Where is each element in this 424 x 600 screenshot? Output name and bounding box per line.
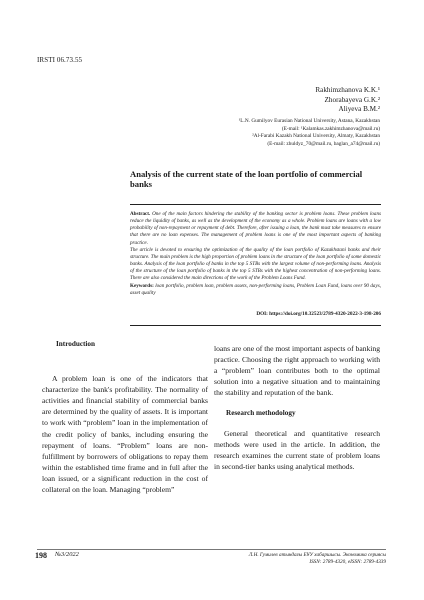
keywords-text: loan portfolio, problem loan, problem assets, non-performing loans, Problem Loan Fund, loans over 90 days, asset quality (130, 282, 381, 296)
page-number: 198 (35, 551, 47, 560)
abstract-top-rule (130, 204, 381, 205)
paper-title: Analysis of the current state of the loan portfolio of commercial banks (130, 169, 363, 189)
affiliation-line: (E-mail: zhuldyz_70@mail.ru, baglan_a74@mail.ru) (267, 140, 380, 147)
keywords-label: Keywords: (130, 282, 154, 289)
footer-rule (37, 549, 386, 550)
issue-number: №3/2022 (55, 551, 79, 558)
abstract-text: The article is devoted to ensuring the optimization of the quality of the loan portfolio of Kazakhstani banks and their structure. The main problem is the high proportion of problem loans in the structure of the loan portfolio of some domestic banks. Analysis of the loan portfolio of banks in the top 5 STBs with the largest volume of non-performing loans. Analysis of the structure of the loan portfolio of banks in the top 5 STBs with the highest concentration of non-performing loans. There are also considered the main directions of the work of the Problem Loans Fund. (130, 246, 381, 282)
author-name: Aliyeva B.M.² (338, 105, 380, 114)
journal-name: Л.Н. Гумилев атындағы ЕҰУ хабаршысы. Экономика сериясы (248, 552, 386, 558)
abstract-label: Abstract. (130, 211, 151, 217)
journal-info (249, 552, 386, 566)
body-paragraph: loans are one of the most important aspects of banking practice. Choosing the right approach to working with a “problem” loan contributes both to the optimal solution into a negative situation and to maintaining the stability and reputation of the bank. (214, 344, 380, 398)
author-name: Zhorabayeva G.K.² (324, 95, 380, 104)
abstract-block (130, 211, 381, 297)
keywords-paragraph (130, 283, 381, 297)
body-paragraph: A problem loan is one of the indicators that characterize the bank's profitability. The normality of activities and financial stability of commercial banks are determined by the quality of assets. It is important to work with “problem” loan in the implementation of the credit policy of banks, including ensuring the repayment of loans. “Problem” loans are non-fulfillment by borrowers of obligations to repay them within the established time frame and in full after the loan issued, or a significant reduction in the cost of collateral on the loan. Managing “problem” (42, 374, 208, 495)
abstract-paragraph (130, 211, 381, 247)
abstract-text: One of the main factors hindering the stability of the banking sector is problem loans. These problem loans reduce the liquidity of banks, as well as the development of the economy as a whole. Problem loans are loans with a low probability of non-repayment or repayment of debt. Therefore, after issuing a loan, the bank must take measures to ensure that there are no loan expenses. The management of problem loans is one of the most important aspects of banking practice. (130, 211, 381, 246)
author-name: Rakhimzhanova K.K.¹ (315, 86, 380, 94)
journal-issn: ISSN: 2789-4320, eISSN: 2789-4339 (309, 559, 386, 565)
affiliation-line: ¹L.N. Gumilyov Eurasian National University, Astana, Kazakhstan (238, 118, 380, 124)
body-column-left (42, 339, 208, 495)
body-column-right (214, 343, 380, 472)
affiliation-line: ²Al-Farabi Kazakh National University, Almaty, Kazakhstan (252, 133, 380, 140)
irsti-code: IRSTI 06.73.55 (37, 56, 83, 64)
affiliation-list (239, 118, 380, 148)
affiliation-line: (E-mail: ¹Kalamkas.zakhimzhanova@mail.ru) (281, 125, 380, 132)
author-list (315, 86, 380, 115)
section-heading-methodology: Research methodology (226, 409, 296, 418)
body-paragraph: General theoretical and quantitative research methods were used in the article. In addition, the research examines the current state of problem loans in second-tier banks using analytical methods. (214, 428, 380, 471)
abstract-paragraph (130, 247, 381, 283)
abstract-bottom-rule (130, 325, 381, 326)
doi-link[interactable]: DOI: https://doi.org/10.32523/2789-4320-2022-3-198-206 (256, 311, 381, 317)
section-heading-introduction: Introduction (56, 340, 96, 348)
